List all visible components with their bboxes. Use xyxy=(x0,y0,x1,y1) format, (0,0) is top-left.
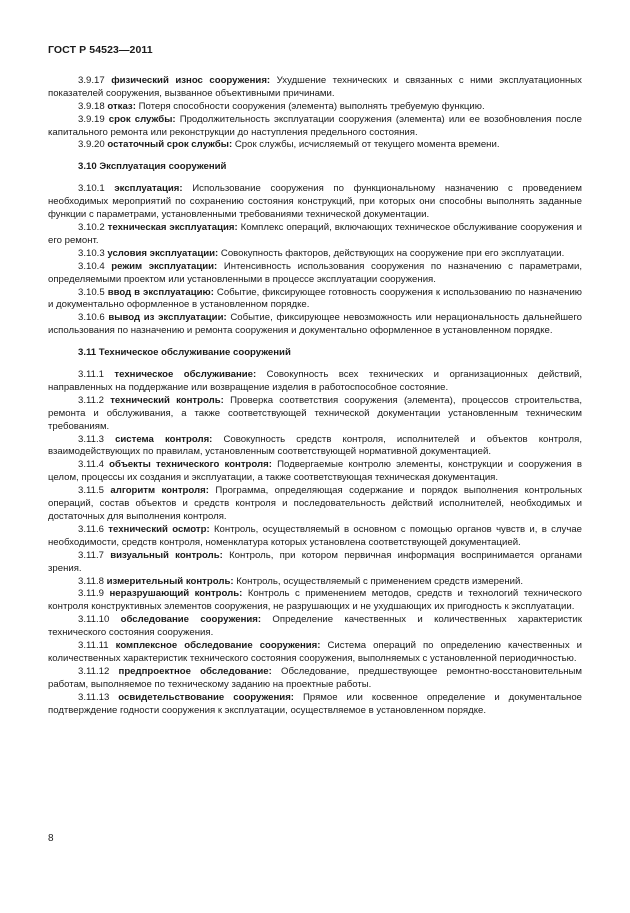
term-number: 3.10.3 xyxy=(78,247,105,259)
term-text: Продолжительность эксплуатации сооружения (элемента) или ее возобновления после капитального ремонта или реконструкции до наступления предельного состояния. xyxy=(48,113,582,138)
term-number: 3.10.6 xyxy=(78,312,105,324)
term-definition xyxy=(48,114,582,140)
term-number: 3.11.11 xyxy=(78,640,109,652)
term-text: Потеря способности сооружения (элемента) выполнять требуемую функцию. xyxy=(138,100,485,112)
term-text: Ухудшение технических и связанных с ними эксплуатационных показателей сооружения, вызванное объективными причинами. xyxy=(48,74,582,99)
document-body xyxy=(48,75,582,718)
term-name: алгоритм контроля: xyxy=(110,485,209,497)
term-number: 3.9.20 xyxy=(78,139,105,151)
term-name: техническая эксплуатация: xyxy=(107,221,238,233)
term-definition xyxy=(48,666,582,692)
document-header: ГОСТ Р 54523—2011 xyxy=(48,44,153,56)
term-number: 3.9.19 xyxy=(78,113,105,125)
term-text: Срок службы, исчисляемый от текущего момента времени. xyxy=(234,139,500,151)
term-definition xyxy=(48,588,582,614)
term-number: 3.10.5 xyxy=(78,286,105,298)
section-heading: 3.10 Эксплуатация сооружений xyxy=(78,161,227,173)
term-text: Определение качественных и количественных характеристик технического состояния сооружения. xyxy=(48,614,582,639)
term-name: технический осмотр: xyxy=(108,523,210,535)
term-text: Совокупность средств контроля, исполнителей и объектов контроля, взаимодействующих по правилам, установленным соответствующей нормативной документацией. xyxy=(48,433,582,458)
term-name: визуальный контроль: xyxy=(110,549,223,561)
term-number: 3.11.10 xyxy=(78,614,110,626)
term-name: обследование сооружения: xyxy=(120,614,262,626)
term-name: объекты технического контроля: xyxy=(109,459,272,471)
term-definition xyxy=(48,434,582,460)
term-name: срок службы: xyxy=(108,113,176,125)
term-name: остаточный срок службы: xyxy=(107,139,233,151)
term-definition xyxy=(48,183,582,222)
term-name: предпроектное обследование: xyxy=(118,665,272,677)
term-text: Контроль, осуществляемый с применением средств измерений. xyxy=(236,575,524,587)
term-name: техническое обслуживание: xyxy=(114,369,257,381)
term-text: Программа, определяющая содержание и порядок выполнения контрольных операций, состав объектов и средств контроля и последовательность действий исполнителей, необходимых и достаточных для выполнения контроля. xyxy=(48,485,583,522)
term-number: 3.11.12 xyxy=(78,665,110,677)
term-definition xyxy=(48,485,582,524)
term-number: 3.10.2 xyxy=(78,221,105,233)
term-number: 3.11.3 xyxy=(78,433,104,445)
term-number: 3.11.9 xyxy=(78,588,104,600)
term-number: 3.11.13 xyxy=(78,691,110,703)
term-definition xyxy=(48,576,582,589)
term-name: эксплуатация: xyxy=(114,183,183,195)
term-name: режим эксплуатации: xyxy=(111,260,218,272)
term-name: технический контроль: xyxy=(110,394,224,406)
term-text: Использование сооружения по функциональному назначению с проведением необходимых мероприятий по сохранению состояния конструкций, при которых они способны выполнять заданные функции с параметрами, установленными требованиями технической документации. xyxy=(48,183,582,221)
term-name: измерительный контроль: xyxy=(106,575,234,587)
term-definition xyxy=(48,248,582,261)
term-definition xyxy=(48,261,582,287)
term-text: Контроль с применением методов, средств и технологий технического контроля конструктивных элементов сооружения, не разрушающих и не ухудшающих их пригодность к эксплуатации. xyxy=(48,588,583,613)
term-definition xyxy=(48,222,582,248)
term-text: Контроль, при котором первичная информация воспринимается органами зрения. xyxy=(48,549,582,574)
term-definition xyxy=(48,692,582,718)
term-definition xyxy=(48,395,582,434)
term-number: 3.11.2 xyxy=(78,394,104,406)
term-name: условия эксплуатации: xyxy=(107,247,219,259)
term-name: освидетельствование сооружения: xyxy=(118,691,294,703)
term-number: 3.11.7 xyxy=(78,549,104,561)
term-number: 3.11.1 xyxy=(78,369,104,381)
term-name: комплексное обследование сооружения: xyxy=(115,640,321,652)
term-definition xyxy=(48,614,582,640)
term-number: 3.11.6 xyxy=(78,523,104,535)
term-definition xyxy=(48,459,582,485)
term-definition xyxy=(48,287,582,313)
term-name: ввод в эксплуатацию: xyxy=(107,286,214,298)
term-text: Интенсивность использования сооружения по назначению с параметрами, определяемыми проектом или установленными в процессе эксплуатации сооружения. xyxy=(48,260,582,285)
term-name: физический износ сооружения: xyxy=(111,74,271,86)
term-definition xyxy=(48,524,582,550)
term-text: Совокупность факторов, действующих на сооружение при его эксплуатации. xyxy=(220,247,565,259)
term-definition xyxy=(48,369,582,395)
term-definition xyxy=(48,139,582,152)
term-definition xyxy=(48,550,582,576)
term-number: 3.11.5 xyxy=(78,485,104,497)
term-text: Подвергаемые контролю элементы, конструкции и сооружения в целом, процессы их создания и эксплуатации, а также соответствующая техническая документация. xyxy=(48,459,582,484)
section-heading: 3.11 Техническое обслуживание сооружений xyxy=(78,347,291,359)
term-definition xyxy=(48,640,582,666)
term-number: 3.9.18 xyxy=(78,100,105,112)
term-text: Контроль, осуществляемый в основном с помощью органов чувств и, в случае необходимости, средств контроля, номенклатура которых установлена соответствующей документацией. xyxy=(48,523,583,548)
term-number: 3.10.1 xyxy=(78,183,105,195)
page-number: 8 xyxy=(48,833,54,844)
term-text: Событие, фиксирующее невозможность или нерациональность дальнейшего использования по назначению и ремонта сооружения и документально оформленное в установленном порядке. xyxy=(48,312,582,337)
term-number: 3.10.4 xyxy=(78,260,105,272)
term-name: отказ: xyxy=(107,100,136,112)
term-name: система контроля: xyxy=(115,433,213,445)
term-text: Система операций по определению качественных и количественных характеристик технического состояния сооружения, выполняемых с установленной периодичностью. xyxy=(48,640,583,664)
term-name: неразрушающий контроль: xyxy=(109,588,243,600)
term-number: 3.11.8 xyxy=(78,575,104,587)
term-text: Прямое или косвенное определение и документальное подтверждение годности сооружения к эксплуатации, осуществляемое в установленном порядке. xyxy=(48,691,582,716)
term-name: вывод из эксплуатации: xyxy=(108,312,227,324)
term-text: Проверка соответствия сооружения (элемента), процессов строительства, ремонта и обслуживания, а также соответствующей технической документации установленным техническим требованиям. xyxy=(48,394,582,432)
term-text: Комплекс операций, включающих техническое обслуживание сооружения и его ремонт. xyxy=(48,221,582,246)
term-text: Совокупность всех технических и организационных действий, направленных на поддержание или возвращение изделия в работоспособное состояние. xyxy=(48,369,583,393)
term-number: 3.11.4 xyxy=(78,459,104,471)
term-definition xyxy=(48,312,582,338)
term-text: Обследование, предшествующее ремонтно-восстановительным работам, выполняемое по техническому заданию на проектные работы. xyxy=(48,665,582,690)
term-text: Событие, фиксирующее готовность сооружения к использованию по назначению и документально оформленное в установленном порядке. xyxy=(48,286,582,311)
term-definition xyxy=(48,75,582,101)
term-number: 3.9.17 xyxy=(78,74,105,86)
term-definition xyxy=(48,101,582,114)
